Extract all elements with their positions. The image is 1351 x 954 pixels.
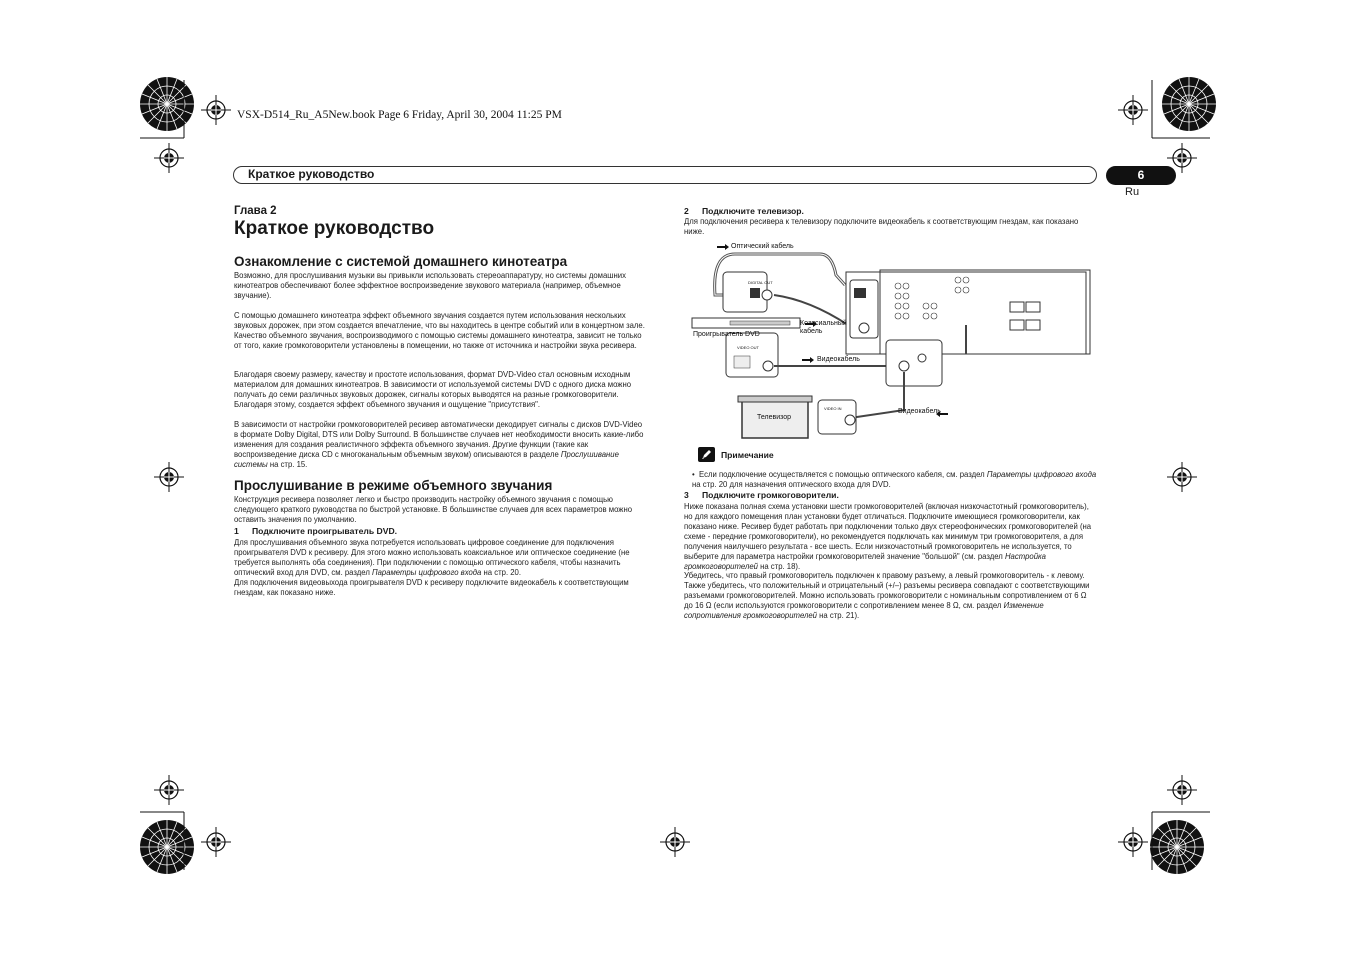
label-video-in: VIDEO IN xyxy=(824,406,842,411)
label-tv: Телевизор xyxy=(757,414,792,421)
step-3-number: 3 xyxy=(684,490,689,500)
paragraph-1: Возможно, для прослушивания музыки вы привыкли использовать стереоаппаратуру, но системы домашних кинотеатров обеспечивают более эффектное воспроизведение звукового материала (например, объемное звучание). xyxy=(234,270,626,300)
step-1-text-body: Для прослушивания объемного звука потребуется использовать цифровое соединение для подключения проигрывателя DVD к ресиверу. Для этого можно использовать коаксиальное или оптическое соединение (не требуется выполнять оба соединения). При подключении с помощью оптического кабеля, чтобы назначить оптический вход для DVD, см. раздел xyxy=(234,537,630,577)
page-number-badge: 6 xyxy=(1106,166,1176,185)
note-link[interactable]: Параметры цифрового входа xyxy=(986,469,1097,479)
step-2-title-text: Подключите телевизор. xyxy=(702,206,804,216)
step-1-title-text: Подключите проигрыватель DVD. xyxy=(252,526,398,536)
file-info-line: VSX-D514_Ru_A5New.book Page 6 Friday, April 30, 2004 11:25 PM xyxy=(237,109,562,121)
step-3-link-1[interactable]: Настройка громкоговорителей xyxy=(684,551,1046,571)
step-3-link-2[interactable]: Изменение сопротивления громкоговорителей xyxy=(684,600,1044,620)
step-2-title xyxy=(684,206,804,216)
step-1-tail: на стр. 20. xyxy=(481,567,522,577)
paragraph-2: С помощью домашнего кинотеатра эффект объемного звучания создается путем использования нескольких звуковых дорожек, при этом создается впечатление, что вы находитесь в центре событий или в концертном зале. Качество объемного звучания, воспроизводимого с помощью системы домашнего кинотеатра, зависит не только от того, какие громкоговорители установлены в помещении, но также от источника и настройки звука ресивера. xyxy=(234,310,645,350)
paragraph-4-tail: на стр. 15. xyxy=(267,459,308,469)
page-title: Краткое руководство xyxy=(234,218,435,239)
step-3-text-2 xyxy=(684,570,1096,620)
paragraph-4-text: В зависимости от настройки громкоговорителей ресивер автоматически декодирует сигналы с дисков DVD-Video в формате Dolby Digital, DTS или Dolby Surround. В большинстве случаев нет необходимости вносить какие-либо изменения для создания реалистичного эффекта объемного звучания. Другие функции (такие как воспроизведение диска CD с многоканальным объемным звуком) описываются в разделе xyxy=(234,419,644,459)
digital-out-panel xyxy=(723,272,767,312)
note-title: Примечание xyxy=(721,450,774,460)
bullet-icon: • xyxy=(692,469,695,479)
label-video-cable-2: Видеокабель xyxy=(898,408,941,415)
paragraph-4-link[interactable]: Прослушивание системы xyxy=(234,449,619,469)
step-3-tail-2: на стр. 21). xyxy=(816,610,860,620)
step-1-number: 1 xyxy=(234,526,239,536)
note-pencil-icon xyxy=(698,447,715,462)
label-digital-out: DIGITAL OUT xyxy=(748,280,773,285)
step-3-text-1-body: Ниже показана полная схема установки шести громкоговорителей (включая низкочастотный громкоговоритель), но для каждого помещения план установки будет отличаться. Подключите имеющиеся громкоговорители, как показано ниже. Ресивер будет работать при подключении только двух стереофонических громкоговорителей (на схеме - передние громкоговорители), но рекомендуется подключать как минимум три громкоговорителя, а для получения наилучшего результата - все шесть. Если низкочастотный громкоговоритель не используется, то выберите для параметра настройки громкоговорителей значение "большой" (см. раздел xyxy=(684,501,1092,561)
label-coaxial-cable: Коаксиальный кабель xyxy=(800,320,847,335)
receiver-video-panel xyxy=(886,340,942,386)
section-heading-surround: Прослушивание в режиме объемного звучания xyxy=(234,478,553,493)
step-1-text xyxy=(234,537,646,577)
paragraph-3: Благодаря своему размеру, качеству и простоте использования, формат DVD-Video стал основным исходным материалом для домашних кинотеатров. В зависимости от используемой системы DVD с одного диска можно получать до семи различных звуковых дорожек, сигналы которых выводятся на разные громкоговорители. Благодаря этому, создается эффект объемного звучания и ощущение "присутствия". xyxy=(234,369,632,409)
step-3-tail-1: на стр. 18). xyxy=(757,561,801,571)
label-video-out: VIDEO OUT xyxy=(737,345,760,350)
note-text: Если подключение осуществляется с помощью оптического кабеля, см. раздел xyxy=(699,469,985,479)
label-optical-cable: Оптический кабель xyxy=(731,243,794,250)
step-3-title-text: Подключите громкоговорители. xyxy=(702,490,839,500)
step-3-text-2-body: Убедитесь, что правый громкоговоритель подключен к правому разъему, а левый громкоговоритель - к левому. Также убедитесь, что положительный и отрицательный (+/–) разъемы ресивера совпадают с соответствующими разъемами громкоговорителей. Можно использовать громкоговорители с номинальным сопротивлением от 6 Ω до 16 Ω (если используются громкоговорители с сопротивлением менее 8 Ω, см. раздел xyxy=(684,570,1090,610)
language-code: Ru xyxy=(1125,186,1140,198)
label-dvd-player: Проигрыватель DVD xyxy=(693,331,760,338)
step-1-text-2: Для подключения видеовыхода проигрывателя DVD к ресиверу подключите видеокабель к соответствующим гнездам, как показано ниже. xyxy=(234,577,629,597)
step-2-text: Для подключения ресивера к телевизору подключите видеокабель к соответствующим гнездам, как показано ниже. xyxy=(684,216,1079,236)
header-title: Краткое руководство xyxy=(248,167,375,181)
step-3-title xyxy=(684,490,839,500)
paragraph-4 xyxy=(234,419,646,469)
section-2-intro: Конструкция ресивера позволяет легко и быстро производить настройку объемного звучания с помощью следующего краткого руководства по быстрой установке. В большинстве случаев для всех параметров можно оставить значения по умолчанию. xyxy=(234,494,633,524)
step-1-title xyxy=(234,526,397,536)
note-tail: на стр. 20 для назначения оптического входа для DVD. xyxy=(692,479,891,489)
step-2-number: 2 xyxy=(684,206,689,216)
step-1-link[interactable]: Параметры цифрового входа xyxy=(371,567,482,577)
note-bullet xyxy=(692,469,1097,489)
step-3-text-1 xyxy=(684,501,1096,571)
chapter-label: Глава 2 xyxy=(234,205,277,217)
label-video-cable-1: Видеокабель xyxy=(817,356,860,363)
section-heading-home-theater: Ознакомление с системой домашнего кинотеатра xyxy=(234,254,568,269)
connection-diagram xyxy=(690,240,1100,445)
